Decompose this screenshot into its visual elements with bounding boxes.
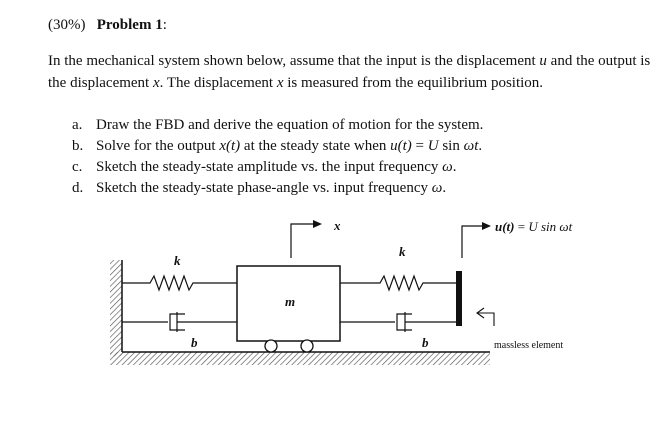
- problem-weight: (30%): [48, 17, 86, 33]
- list-item-d: d. Sketch the steady-state phase-angle vs. input frequency ω.: [72, 180, 447, 196]
- list-item-b: b. Solve for the output x(t) at the steady state when u(t) = U sin ωt.: [72, 138, 483, 154]
- ground: [110, 352, 490, 365]
- x-label: x: [334, 218, 341, 233]
- massless-element: [456, 271, 462, 326]
- intro-paragraph: In the mechanical system shown below, assume that the input is the displacement u and the output is the displacement x. The displacement x is measured from the equilibrium position.: [48, 53, 651, 91]
- list-item-c: c. Sketch the steady-state amplitude vs. the input frequency ω.: [72, 159, 457, 175]
- problem-title: Problem 1: [96, 17, 163, 33]
- b-left-label: b: [191, 335, 198, 350]
- wheel-right: [301, 340, 313, 352]
- problem-header: (30%) Problem 1:: [48, 17, 167, 33]
- left-spring: [122, 276, 237, 290]
- wheel-left: [265, 340, 277, 352]
- left-damper: [122, 312, 237, 332]
- u-label: u(t) = U sin ωt: [495, 219, 573, 234]
- b-right-label: b: [422, 335, 429, 350]
- left-wall: [110, 260, 122, 356]
- k-right-label: k: [399, 244, 406, 259]
- right-spring: [340, 276, 458, 290]
- massless-element-label: massless element: [494, 340, 564, 351]
- k-left-label: k: [174, 253, 181, 268]
- right-damper: [340, 312, 458, 332]
- x-displacement-arrow: [291, 224, 315, 258]
- mass-label: m: [285, 294, 296, 309]
- list-item-a: a. Draw the FBD and derive the equation of motion for the system.: [72, 117, 484, 133]
- u-input-arrow: [462, 226, 484, 258]
